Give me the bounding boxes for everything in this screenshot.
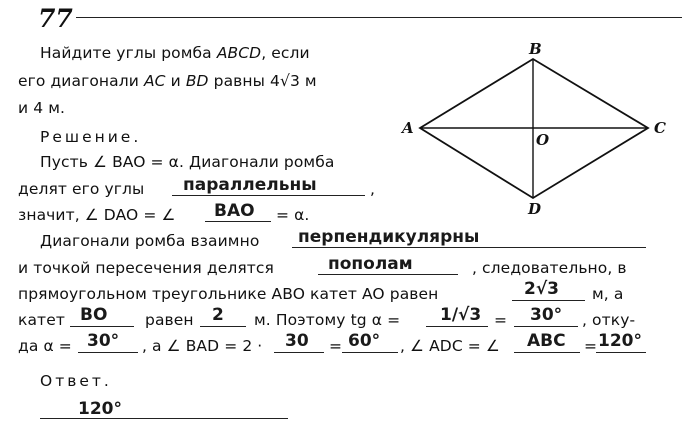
final-answer: 120° (78, 399, 122, 419)
solution-text: = α. (276, 206, 310, 224)
problem-line-3: и 4 м. (18, 99, 66, 117)
answer-blank (200, 326, 246, 327)
problem-text: его диагонали (18, 72, 144, 90)
handwritten-answer: пополам (328, 254, 413, 274)
solution-text: м. Поэтому tg α = (254, 311, 401, 329)
solution-text: равен (145, 311, 194, 329)
solution-text: , а ∠ BAD = 2 · (142, 337, 263, 355)
solution-text: катет (18, 311, 65, 329)
solution-text: = (494, 311, 508, 329)
solution-text: м, а (592, 285, 624, 303)
solution-text: = (329, 337, 343, 355)
handwritten-answer: BAO (214, 201, 255, 221)
problem-line-1 (40, 44, 310, 62)
problem-line-2 (18, 72, 317, 90)
solution-text: прямоугольном треугольнике ABO катет AO равен (18, 285, 439, 303)
handwritten-answer: BO (80, 305, 108, 325)
handwritten-answer: 30 (285, 331, 309, 351)
handwritten-answer: 60° (348, 331, 381, 351)
vertex-b-label: B (529, 40, 542, 58)
answer-blank (514, 326, 578, 327)
problem-text: равны 4√3 м (208, 72, 317, 90)
solution-text: и точкой пересечения делятся (18, 259, 274, 277)
diagonal-bd: BD (185, 72, 209, 90)
handwritten-answer: 120° (598, 331, 642, 351)
handwritten-answer: 30° (530, 305, 563, 325)
handwritten-answer: 2 (212, 305, 224, 325)
answer-blank (596, 352, 646, 353)
solution-text: делят его углы (18, 180, 145, 198)
solution-text: , следовательно, в (472, 259, 627, 277)
handwritten-answer: 30° (87, 331, 120, 351)
problem-number: 77 (38, 4, 73, 33)
answer-blank (70, 326, 134, 327)
problem-text: и (165, 72, 186, 90)
solution-text: , отку- (582, 311, 636, 329)
answer-heading: Ответ. (40, 372, 112, 390)
solution-text: Диагонали ромба взаимно (40, 232, 260, 250)
handwritten-answer: перпендикулярны (298, 227, 480, 247)
solution-text: , (370, 180, 376, 198)
answer-blank (512, 300, 585, 301)
header-rule (76, 17, 682, 18)
answer-blank (274, 352, 324, 353)
center-o-label: O (536, 131, 550, 149)
vertex-d-label: D (528, 200, 542, 218)
rhombus-figure (396, 40, 686, 220)
handwritten-answer: параллельны (183, 175, 317, 195)
solution-text: = (584, 337, 598, 355)
diagonal-ac: AC (143, 72, 166, 90)
answer-blank (172, 195, 365, 196)
problem-text: , если (261, 44, 310, 62)
solution-line-1: Пусть ∠ BAO = α. Диагонали ромба (40, 153, 335, 171)
answer-blank (292, 247, 646, 248)
answer-blank (318, 274, 458, 275)
vertex-c-label: C (654, 119, 666, 137)
answer-blank (514, 352, 580, 353)
answer-blank (78, 352, 138, 353)
solution-text: значит, ∠ DAO = ∠ (18, 206, 176, 224)
solution-heading: Решение. (40, 128, 142, 146)
solution-text: , ∠ ADC = ∠ (400, 337, 500, 355)
solution-text: да α = (18, 337, 72, 355)
answer-blank (205, 221, 271, 222)
vertex-a-label: A (402, 119, 414, 137)
rhombus-name: ABCD (216, 44, 262, 62)
handwritten-answer: ABC (527, 331, 566, 351)
answer-blank (342, 352, 398, 353)
problem-text: Найдите углы ромба (40, 44, 217, 62)
answer-blank (40, 418, 288, 419)
handwritten-answer: 1/√3 (440, 305, 482, 325)
answer-blank (426, 326, 488, 327)
handwritten-answer: 2√3 (524, 279, 559, 299)
